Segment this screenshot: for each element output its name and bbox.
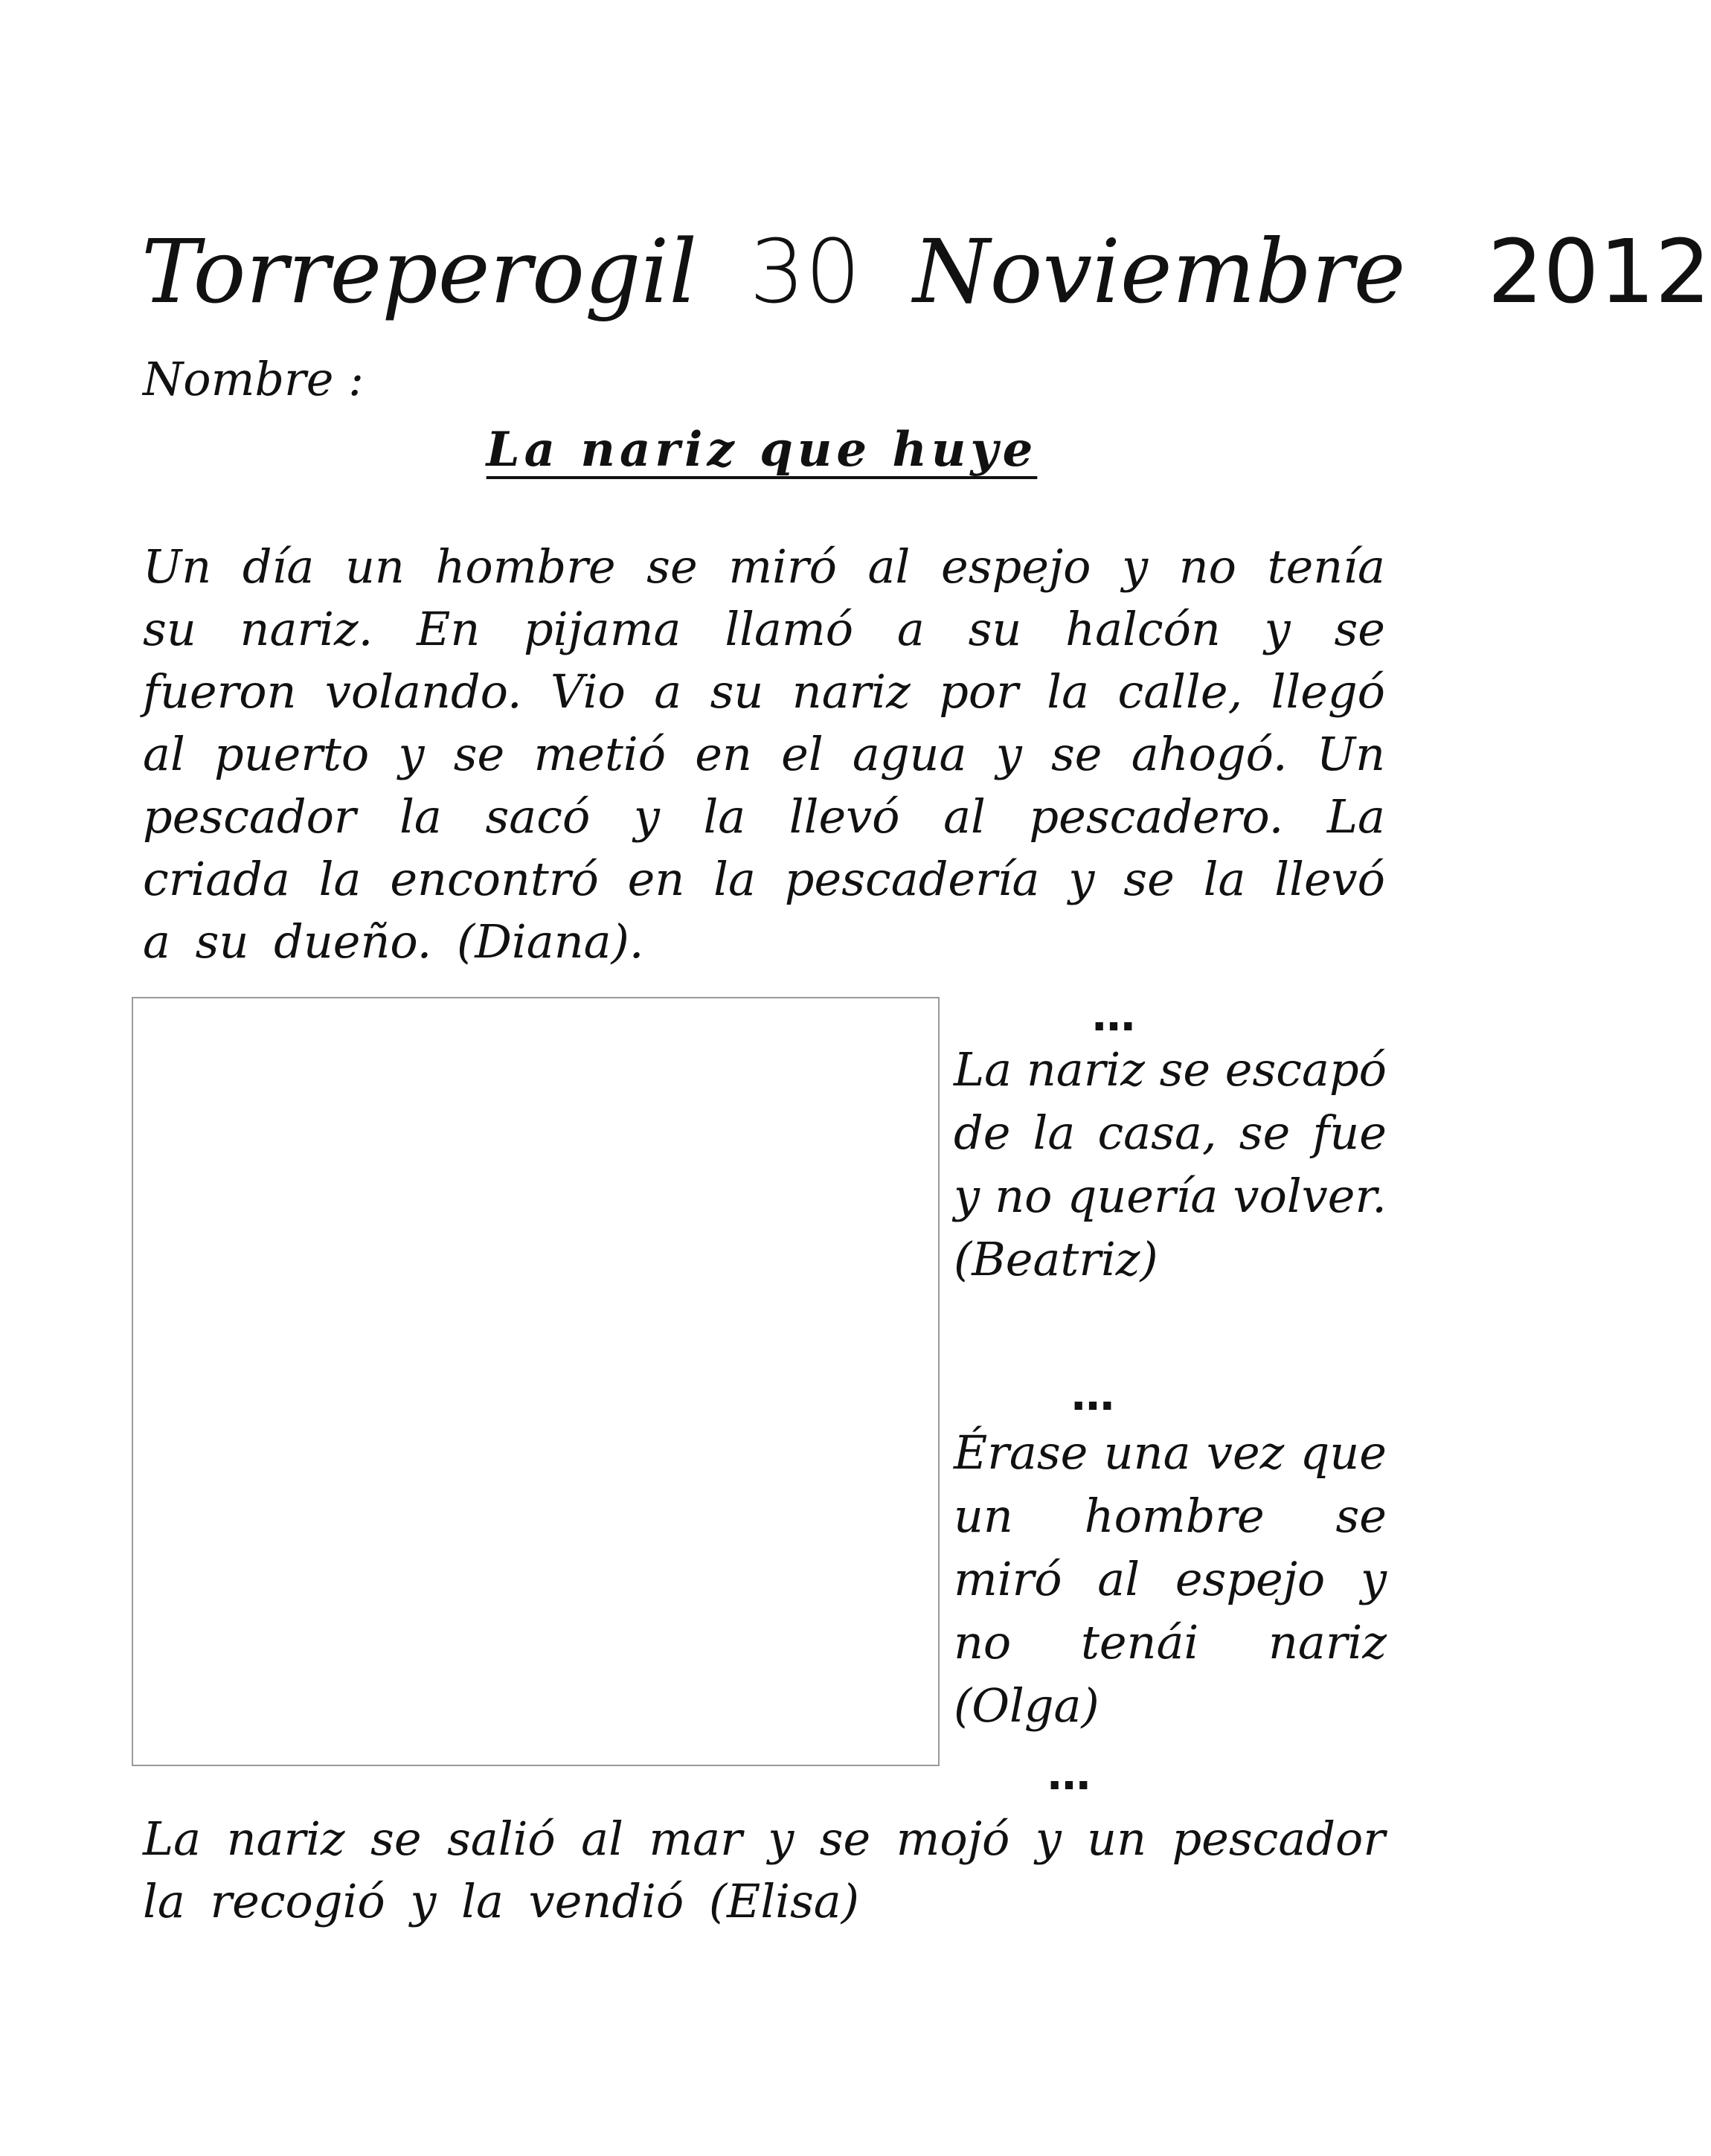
separator-dots: … xyxy=(1047,1749,1094,1800)
story-beatriz: La nariz se escapó de la casa, se fue y no quería volver. (Beatriz) xyxy=(954,1042,1387,1286)
separator-dots: … xyxy=(1071,1370,1117,1420)
story-elisa: La nariz se salió al mar y se mojó y un pescador la recogió y la vendió (Elisa) xyxy=(143,1812,1385,1928)
story-olga: Érase una vez que un hombre se miró al espejo y no tenái nariz (Olga) xyxy=(954,1425,1387,1733)
name-label: Nombre : xyxy=(143,352,364,406)
story-title: La nariz que huye xyxy=(486,422,1038,478)
heading-place: Torreperogil xyxy=(141,220,698,323)
heading-month: Noviembre xyxy=(913,220,1406,323)
heading-year: 2012 xyxy=(1487,220,1711,323)
drawing-box[interactable] xyxy=(132,997,940,1766)
date-heading xyxy=(141,216,1711,327)
separator-dots: … xyxy=(1092,990,1138,1041)
story-diana: Un día un hombre se miró al espejo y no tenía su nariz. En pijama llamó a su halcón y se fueron volando. Vio a su nariz por la calle, llegó al puerto y se metió en el agua y se ahogó. Un pescador la sacó y la llevó al pescadero. La criada la encontró en la pescadería y se la llevó a su dueño. (Diana). xyxy=(143,539,1385,969)
heading-day: 30 xyxy=(749,220,861,323)
